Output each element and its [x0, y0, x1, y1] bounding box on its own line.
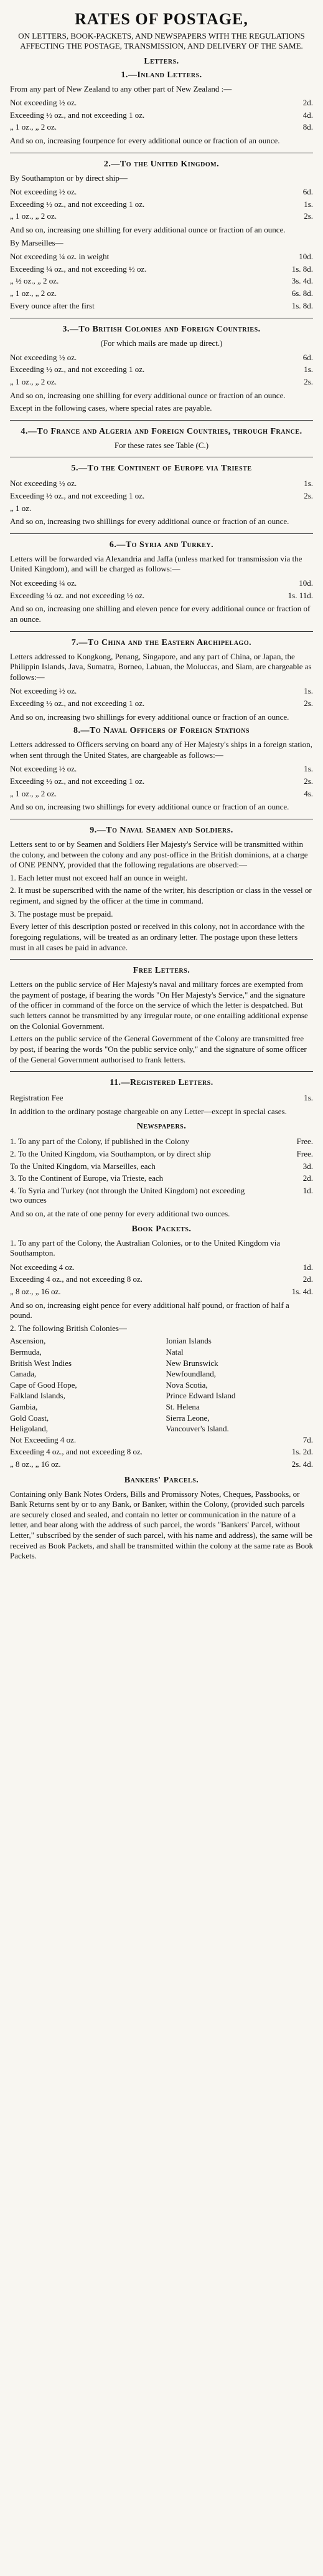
- rate-row: [10, 502, 313, 515]
- colony-right: St. Helena: [166, 1402, 200, 1411]
- rate-row: [10, 97, 313, 109]
- letters-section: [10, 57, 313, 953]
- rate-row: [10, 1273, 313, 1286]
- colony-right: Natal: [166, 1347, 184, 1357]
- free-letters-p1: Letters on the public service of Her Majesty's naval and military forces are exempted from the payment of postage, if bearing the words "On Her Majesty's Service," and the signature of the officer in command of the force on the service of which the letter is despatched. But such letters cannot be transmitted by any irregular route, or one entailing additional expense on the Colonial Government.: [10, 980, 308, 1031]
- trieste-title: 5.—To the Continent of Europe via Trieste: [71, 464, 252, 474]
- china-title: 7.—To China and the Eastern Archipelago.: [71, 637, 252, 647]
- rate-row: [10, 490, 313, 502]
- rate-price: 1s.: [304, 199, 313, 209]
- rate-row: [10, 109, 313, 122]
- rate-desc: „ 1 oz., „ 2 oz.: [10, 211, 57, 221]
- rate-row: [10, 477, 313, 490]
- china-para: Letters addressed to Kongkong, Penang, Singapore, and any part of China, or Japan, the Philippin Islands, Java, Sumatra, Borneo, Labuan, the Moluccas, and Siam, are chargeable as follows:—: [10, 651, 312, 682]
- rate-row: [10, 1446, 313, 1458]
- book-packets-rates: [10, 1261, 313, 1298]
- rate-row: [10, 1185, 313, 1206]
- bankers-parcels-section: [10, 1476, 313, 1562]
- colony-right: Vancouver's Island.: [166, 1424, 229, 1434]
- rate-desc: „ 1 oz., „ 2 oz.: [10, 288, 57, 298]
- colony-left: Gold Coast,: [10, 1413, 49, 1423]
- inland-title: 1.—Inland Letters.: [121, 70, 202, 80]
- rate-desc: Not exceeding 4 oz.: [10, 1262, 75, 1272]
- rate-row: [10, 763, 313, 775]
- france-title: 4.—To France and Algeria and Foreign Countries, through France.: [21, 426, 302, 436]
- rate-desc: Not exceeding ½ oz.: [10, 352, 77, 362]
- inland-rates: [10, 97, 313, 133]
- naval-officers-para: Letters addressed to Officers serving on board any of Her Majesty's ships in a foreign station, when sent through the United States, are chargeable as follows:—: [10, 740, 312, 760]
- rate-desc: To the United Kingdom, via Marseilles, each: [10, 1161, 156, 1171]
- rate-price: 2d.: [302, 1173, 313, 1183]
- uk-southampton-note: And so on, increasing one shilling for every additional ounce or fraction of an ounce.: [10, 224, 286, 234]
- rate-row: [10, 121, 313, 133]
- rate-price: 6d.: [302, 352, 313, 362]
- france-note: For these rates see Table (C.): [114, 440, 209, 450]
- rate-desc: Exceeding ½ oz., and not exceeding 1 oz.: [10, 199, 145, 209]
- rate-price: 3d.: [302, 1161, 313, 1171]
- rate-price: 1s.: [304, 365, 313, 374]
- colony-left: Falkland Islands,: [10, 1391, 65, 1401]
- rate-price: 2s.: [304, 776, 313, 786]
- rate-desc: Exceeding ½ oz., and not exceeding 1 oz.: [10, 110, 145, 120]
- rate-price: 6d.: [302, 187, 313, 197]
- rate-price: 2s.: [304, 376, 313, 386]
- colony-left: Heligoland,: [10, 1424, 49, 1434]
- rate-row: [10, 263, 313, 275]
- rate-desc: Not exceeding ½ oz.: [10, 479, 77, 489]
- rate-row: [10, 1135, 313, 1148]
- rate-row: [10, 351, 313, 364]
- rate-desc: Exceeding 4 oz., and not exceeding 8 oz.: [10, 1447, 143, 1457]
- colonies-note: And so on, increasing one shilling for every additional ounce or fraction of an ounce.: [10, 390, 286, 400]
- colony-left: Bermuda,: [10, 1347, 42, 1357]
- rate-desc: 4. To Syria and Turkey (not through the United Kingdom) not exceeding two ounces: [10, 1185, 245, 1205]
- rate-desc: „ ½ oz., „ 2 oz.: [10, 276, 59, 286]
- rate-price: 7d.: [302, 1434, 313, 1444]
- rate-row: [10, 1172, 313, 1185]
- rate-price: 2s. 4d.: [291, 1459, 313, 1469]
- naval-seamen-title: 9.—To Naval Seamen and Soldiers.: [90, 825, 233, 835]
- rate-row: [10, 198, 313, 211]
- rate-desc: Exceeding ½ oz., and not exceeding 1 oz.: [10, 491, 145, 501]
- registered-para: In addition to the ordinary postage chargeable on any Letter—except in special cases.: [10, 1106, 287, 1116]
- rate-price: 2d.: [302, 98, 313, 108]
- rate-row: [10, 589, 313, 602]
- rate-desc: 2. To the United Kingdom, via Southampton, or by direct ship: [10, 1148, 211, 1158]
- syria-note: And so on, increasing one shilling and eleven pence for every additional ounce or fraction of an ounce.: [10, 604, 311, 624]
- rate-price: 1s.: [304, 1093, 313, 1103]
- uk-marseilles-rates: [10, 250, 313, 312]
- naval-officers-title: 8.—To Naval Officers of Foreign Stations: [73, 726, 250, 736]
- rate-row: [10, 1286, 313, 1298]
- rate-price: 1s. 8d.: [291, 264, 313, 274]
- letters-title: Letters.: [144, 56, 179, 66]
- newspapers-title: Newspapers.: [136, 1122, 187, 1132]
- book-packets-rates2: [10, 1434, 313, 1471]
- rate-row: [10, 697, 313, 710]
- colonies-grid: [10, 1336, 313, 1433]
- book-packets-p2: 2. The following British Colonies—: [10, 1323, 127, 1333]
- newspapers-note: And so on, at the rate of one penny for every additional two ounces.: [10, 1208, 230, 1218]
- divider: [10, 959, 313, 960]
- rate-desc: Not exceeding ½ oz.: [10, 764, 77, 774]
- rate-desc: Exceeding ½ oz., and not exceeding 1 oz.: [10, 776, 145, 786]
- rate-price: 1s.: [304, 686, 313, 696]
- rate-price: 2s.: [304, 491, 313, 501]
- rate-row: [10, 1148, 313, 1160]
- syria-para: Letters will be forwarded via Alexandria and Jaffa (unless marked for transmission via the United Kingdom), and will be charged as follows:—: [10, 553, 302, 574]
- registered-title: 11.—Registered Letters.: [110, 1078, 213, 1088]
- book-packets-p1: 1. To any part of the Colony, the Australian Colonies, or to the United Kingdom via Southampton.: [10, 1238, 281, 1258]
- book-packets-note: And so on, increasing eight pence for every additional half pound, or fraction of half a pound.: [10, 1300, 289, 1320]
- rate-price: Free.: [296, 1148, 313, 1158]
- colonies-except: Except in the following cases, where special rates are payable.: [10, 403, 212, 413]
- rate-row: [10, 1434, 313, 1446]
- rate-row: [10, 376, 313, 388]
- rate-row: [10, 300, 313, 312]
- rate-desc: Exceeding ½ oz., and not exceeding 1 oz.: [10, 699, 145, 708]
- divider: [10, 631, 313, 632]
- rate-desc: Exceeding ¼ oz. and not exceeding ½ oz.: [10, 590, 145, 600]
- rate-desc: Not exceeding ¼ oz.: [10, 578, 77, 588]
- colonies-title: 3.—To British Colonies and Foreign Countries.: [62, 325, 261, 335]
- rate-price: 6s. 8d.: [291, 288, 313, 298]
- rate-price: 3s. 4d.: [291, 276, 313, 286]
- registered-fee: [10, 1092, 313, 1104]
- divider: [10, 1071, 313, 1072]
- naval-seamen-item: 2. It must be superscribed with the name of the writer, his description or class in the vessel or regiment, and signed by the officer at the time in command.: [10, 885, 312, 905]
- rate-price: Free.: [296, 1137, 313, 1147]
- free-letters-section: [10, 966, 313, 1065]
- inland-intro: From any part of New Zealand to any other part of New Zealand :—: [10, 83, 232, 93]
- rate-desc: Not exceeding ¼ oz. in weight: [10, 252, 110, 262]
- registered-section: [10, 1078, 313, 1117]
- rate-price: 4s.: [304, 788, 313, 798]
- uk-marseilles: By Marseilles—: [10, 237, 63, 247]
- rate-desc: „ 8 oz., „ 16 oz.: [10, 1286, 61, 1296]
- naval-seamen-para: Letters sent to or by Seamen and Soldiers Her Majesty's Service will be transmitted within the colony, and between the colony and any post-office in the British dominions, at a charge of ONE PENNY, provided that the following regulations are observed:—: [10, 839, 308, 870]
- bankers-parcels-title: Bankers' Parcels.: [124, 1475, 199, 1485]
- uk-southampton-rates: [10, 186, 313, 222]
- colony-left: British West Indies: [10, 1358, 72, 1368]
- rate-row: [10, 186, 313, 198]
- uk-title: 2.—To the United Kingdom.: [103, 159, 220, 169]
- newspapers-rates: [10, 1135, 313, 1206]
- rate-desc: Every ounce after the first: [10, 300, 95, 310]
- uk-southampton: By Southampton or by direct ship—: [10, 173, 128, 183]
- trieste-note: And so on, increasing two shillings for every additional ounce or fraction of an ounce.: [10, 517, 289, 527]
- rate-row: [10, 577, 313, 589]
- colony-left: Ascension,: [10, 1336, 46, 1346]
- colony-right: New Brunswick: [166, 1358, 218, 1368]
- rate-row: [10, 275, 313, 287]
- trieste-rates: [10, 477, 313, 514]
- colony-left: Gambia,: [10, 1402, 38, 1411]
- rate-row: [10, 1458, 313, 1471]
- rate-desc: „ 1 oz., „ 2 oz.: [10, 122, 57, 132]
- rate-price: 1d.: [302, 1262, 313, 1272]
- rate-desc: Not exceeding ½ oz.: [10, 686, 77, 696]
- free-letters-title: Free Letters.: [133, 966, 190, 976]
- document-title: RATES OF POSTAGE,: [75, 10, 248, 28]
- colonies-rates: [10, 351, 313, 388]
- rate-row: [10, 1160, 313, 1173]
- rate-row: [10, 287, 313, 300]
- rate-desc: 1. To any part of the Colony, if published in the Colony: [10, 1137, 189, 1147]
- rate-price: 1s. 4d.: [291, 1286, 313, 1296]
- rate-row: [10, 775, 313, 788]
- colony-right: Newfoundland,: [166, 1369, 217, 1379]
- bankers-parcels-para: Containing only Bank Notes Orders, Bills and Promissory Notes, Cheques, Passbooks, or Bank Returns sent by or to any Bank, or Banker, within the Colony, (provided such parcels are securely closed and sealed, and contain no letter or communication in the nature of a letter, and bear along with the address of such parcel, the words "Bankers' Parcel, without Letter," subscribed by the sender of such parcel, with his name and address), the same will be received as Book Packets, and shall be transmitted within the colony at the same rate as Book Packets.: [10, 1489, 314, 1561]
- colony-right: Sierra Leone,: [166, 1413, 210, 1423]
- colony-right: Nova Scotia,: [166, 1380, 208, 1390]
- rate-row: [10, 788, 313, 800]
- rate-desc: Exceeding ¼ oz., and not exceeding ½ oz.: [10, 264, 147, 274]
- book-packets-section: [10, 1224, 313, 1471]
- divider: [10, 420, 313, 421]
- colony-left: Canada,: [10, 1369, 37, 1379]
- rate-price: 4d.: [302, 110, 313, 120]
- rate-price: [253, 502, 313, 515]
- free-letters-p2: Letters on the public service of the General Government of the Colony are transmitted free by post, if bearing the words "On the public service only," and the signature of some officer of the General Government authorised to frank letters.: [10, 1034, 307, 1064]
- rate-row: [10, 1261, 313, 1274]
- rate-desc: „ 1 oz.: [10, 503, 32, 513]
- rate-desc: Exceeding ½ oz., and not exceeding 1 oz.: [10, 365, 145, 374]
- rate-price: 10d.: [299, 578, 313, 588]
- book-packets-title: Book Packets.: [131, 1224, 192, 1234]
- colony-left: Cape of Good Hope,: [10, 1380, 77, 1390]
- rate-price: 2s.: [304, 211, 313, 221]
- rate-row: [10, 363, 313, 376]
- rate-desc: Not exceeding ½ oz.: [10, 98, 77, 108]
- naval-seamen-tail: Every letter of this description posted or received in this colony, not in accordance with the foregoing regulations, will be treated as an ordinary letter. The postage upon these letters must in all cases be paid in advance.: [10, 922, 305, 952]
- rate-price: 1s.: [304, 764, 313, 774]
- syria-title: 6.—To Syria and Turkey.: [109, 540, 214, 550]
- rate-desc: Not exceeding ½ oz.: [10, 187, 77, 197]
- rate-desc: „ 8 oz., „ 16 oz.: [10, 1459, 61, 1469]
- rate-desc: „ 1 oz., „ 2 oz.: [10, 376, 57, 386]
- inland-note: And so on, increasing fourpence for every additional ounce or fraction of an ounce.: [10, 135, 280, 145]
- colony-right: Ionian Islands: [166, 1336, 212, 1346]
- rate-desc: Registration Fee: [10, 1093, 63, 1103]
- divider: [10, 533, 313, 534]
- rate-row: [10, 250, 313, 263]
- rate-desc: Exceeding 4 oz., and not exceeding 8 oz.: [10, 1274, 143, 1284]
- rate-row: [10, 1092, 313, 1104]
- rate-price: 1d.: [302, 1185, 313, 1195]
- rate-desc: Not Exceeding 4 oz.: [10, 1434, 77, 1444]
- newspapers-section: [10, 1122, 313, 1219]
- colonies-subtitle: (For which mails are made up direct.): [100, 338, 223, 348]
- naval-officers-note: And so on, increasing two shillings for every additional ounce or fraction of an ounce.: [10, 802, 289, 812]
- colony-right: Prince Edward Island: [166, 1391, 236, 1401]
- rate-row: [10, 685, 313, 697]
- rate-row: [10, 210, 313, 222]
- rate-desc: 3. To the Continent of Europe, via Trieste, each: [10, 1173, 164, 1183]
- rate-price: 1s. 11d.: [288, 590, 313, 600]
- rate-desc: „ 1 oz., „ 2 oz.: [10, 788, 57, 798]
- rate-price: 2d.: [302, 1274, 313, 1284]
- document-subtitle: ON LETTERS, BOOK-PACKETS, AND NEWSPAPERS WITH THE REGULATIONS AFFECTING THE POSTAGE, TRANSMISSION, AND DELIVERY OF THE SAME.: [18, 31, 305, 51]
- rate-price: 1s.: [304, 479, 313, 489]
- naval-officers-rates: [10, 763, 313, 799]
- rate-price: 1s. 2d.: [291, 1447, 313, 1457]
- china-note: And so on, increasing two shillings for every additional ounce or fraction of an ounce.: [10, 712, 289, 722]
- syria-rates: [10, 577, 313, 601]
- naval-seamen-item: 1. Each letter must not exceed half an ounce in weight.: [10, 872, 188, 882]
- china-rates: [10, 685, 313, 709]
- rate-price: 1s. 8d.: [291, 300, 313, 310]
- rate-price: 10d.: [299, 252, 313, 262]
- naval-seamen-item: 3. The postage must be prepaid.: [10, 909, 113, 918]
- rate-price: 2s.: [304, 699, 313, 708]
- rate-price: 8d.: [302, 122, 313, 132]
